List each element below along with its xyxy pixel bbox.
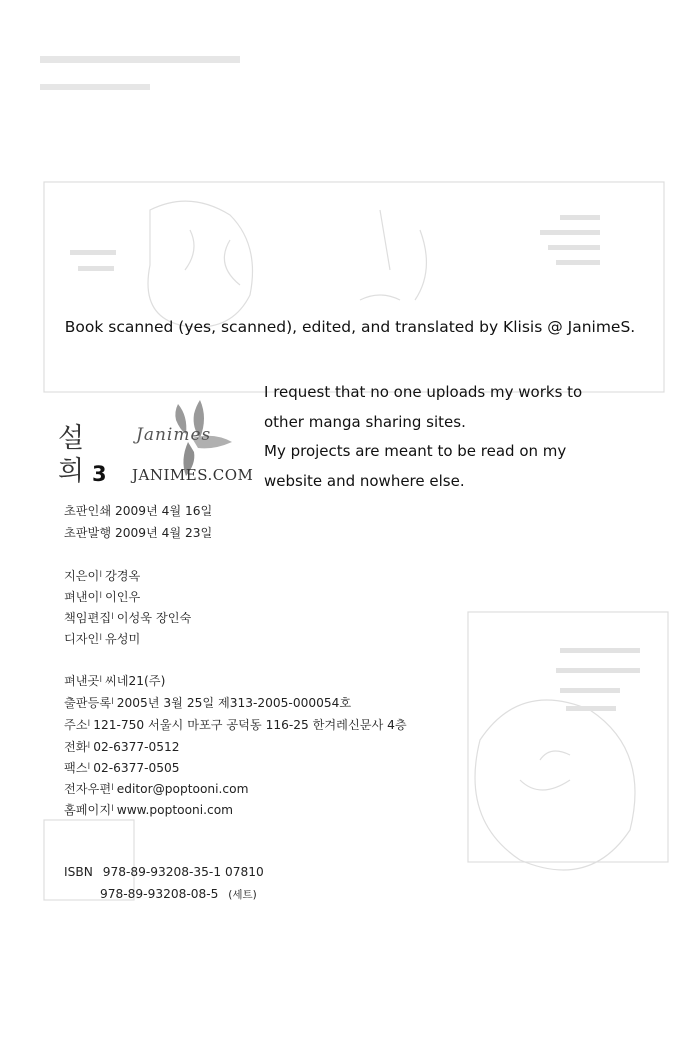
separator: I (87, 762, 91, 772)
first-print-date: 초판인쇄 2009년 4월 16일 (64, 504, 213, 518)
email-row (64, 780, 248, 797)
isbn-set-value: 978-89-93208-08-5 (100, 887, 219, 901)
registration-row (64, 694, 351, 711)
isbn-value: 978-89-93208-35-1 07810 (102, 865, 264, 879)
designer-value: 유성미 (104, 632, 141, 646)
homepage-value: www.poptooni.com (116, 803, 234, 817)
notice-line: other manga sharing sites. (264, 412, 466, 431)
volume-number: 3 (92, 462, 107, 486)
press-value: 씨네21(주) (104, 674, 166, 688)
svg-text:Janimes: Janimes (136, 425, 212, 445)
email-label: 전자우편 (64, 782, 112, 796)
title-char: 희 (58, 456, 85, 487)
notice-line: I request that no one uploads my works to (264, 383, 583, 401)
separator: I (111, 697, 114, 707)
logo-url: JANIMES.COM (132, 466, 254, 484)
phone-row (64, 738, 180, 755)
title-char: 설 (58, 423, 85, 454)
separator: I (111, 804, 114, 814)
separator: I (99, 570, 102, 580)
editor-row (64, 609, 191, 626)
separator: I (99, 633, 102, 643)
separator: I (99, 675, 102, 685)
homepage-label: 홈페이지 (64, 803, 112, 817)
separator: I (87, 741, 91, 751)
upload-notice (264, 378, 684, 496)
publisher-value: 이인우 (104, 590, 141, 604)
designer-label: 디자인 (64, 632, 100, 646)
isbn-row (64, 865, 264, 879)
fax-label: 팩스 (64, 761, 88, 775)
separator: I (111, 783, 114, 793)
separator: I (99, 591, 102, 601)
separator: I (111, 612, 114, 622)
address-value: 121-750 서울시 마포구 공덕동 116-25 한겨레신문사 4층 (93, 718, 407, 732)
isbn-label: ISBN (64, 865, 93, 879)
registration-value: 2005년 3월 25일 제313-2005-000054호 (116, 696, 352, 710)
homepage-row (64, 801, 233, 818)
phone-value: 02-6377-0512 (93, 740, 180, 754)
notice-line: My projects are meant to be read on my (264, 442, 567, 460)
address-row (64, 716, 407, 733)
author-row (64, 567, 140, 584)
isbn-set-row (100, 887, 257, 902)
designer-row (64, 630, 140, 647)
press-row (64, 672, 165, 689)
separator: I (87, 719, 91, 729)
press-label: 펴낸곳 (64, 674, 100, 688)
fax-value: 02-6377-0505 (93, 761, 180, 775)
scan-credit: Book scanned (yes, scanned), edited, and translated by Klisis @ JanimeS. (64, 318, 636, 336)
publisher-label: 펴낸이 (64, 590, 100, 604)
first-publish-date: 초판발행 2009년 4월 23일 (64, 526, 213, 540)
editor-label: 책임편집 (64, 611, 112, 625)
notice-line: website and nowhere else. (264, 471, 465, 490)
editor-value: 이성욱 장인숙 (116, 611, 192, 625)
author-label: 지은이 (64, 569, 100, 583)
registration-label: 출판등록 (64, 696, 112, 710)
fax-row (64, 759, 180, 776)
author-value: 강경옥 (104, 569, 141, 583)
publisher-row (64, 588, 140, 605)
address-label: 주소 (64, 718, 88, 732)
isbn-set-suffix: (세트) (228, 889, 257, 901)
phone-label: 전화 (64, 740, 88, 754)
email-value: editor@poptooni.com (116, 782, 249, 796)
